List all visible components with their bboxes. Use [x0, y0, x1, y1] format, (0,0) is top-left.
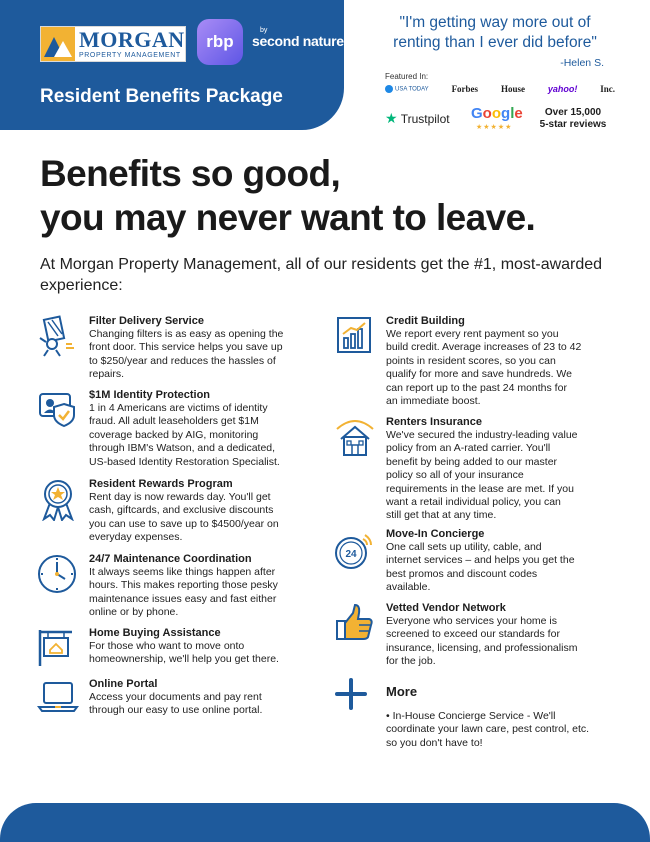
benefit-line: requirements in the lease are met. If you [386, 482, 574, 495]
benefit-title: Move-In Concierge [386, 528, 485, 540]
benefit-line: everyday expenses. [89, 531, 183, 544]
by-label: by [260, 27, 268, 34]
benefit-line: screened to exceed our standards for [386, 628, 560, 641]
benefit-line: an immediate boost. [386, 395, 481, 408]
benefit-line: best promos and discount codes [386, 567, 538, 580]
benefit-title: Online Portal [89, 678, 158, 690]
benefit-title: 24/7 Maintenance Coordination [89, 553, 252, 565]
benefit-line: cash, giftcards, and exclusive discounts [89, 504, 274, 517]
forbes-logo: Forbes [451, 84, 479, 94]
benefit-title: Resident Rewards Program [89, 478, 233, 490]
concierge-24-icon [333, 527, 377, 571]
benefit-line: Everyone who services your home is [386, 615, 557, 627]
benefit-line: Access your documents and pay rent [89, 691, 262, 703]
benefit-line: online or by phone. [89, 606, 179, 619]
benefit-line: through IBM's Watson, and a dedicated, [89, 442, 276, 455]
benefit-vendor-network [333, 601, 628, 671]
benefit-line: repairs. [89, 368, 125, 381]
thumbs-up-icon [333, 601, 377, 645]
benefit-line: 1 in 4 Americans are victims of identity [89, 402, 268, 414]
concierge-number: 24 [345, 549, 357, 560]
intro-text: At Morgan Property Management, all of our residents get the #1, most-awarded experience: [40, 256, 603, 294]
google-stars-icon: ★★★★★ [476, 124, 513, 131]
usa-today-logo: USA TODAY [385, 85, 429, 93]
trustpilot-star-icon: ★ [385, 110, 398, 126]
benefit-line: for the job. [386, 655, 436, 668]
logo-tagline: PROPERTY MANAGEMENT [79, 52, 181, 59]
filter-delivery-icon [36, 314, 80, 358]
benefit-line: One call sets up utility, cable, and [386, 541, 542, 553]
mountain-logo-icon [41, 27, 75, 61]
benefit-line: policy from an A-rated carrier. You'll [386, 442, 551, 455]
benefit-line: For those who want to move onto [89, 640, 245, 652]
home-sign-icon [36, 626, 80, 670]
benefit-line: front door. This service helps you save up [89, 341, 283, 354]
plus-icon [333, 676, 369, 712]
package-title: Resident Benefits Package [40, 86, 283, 107]
benefit-move-in-concierge [333, 527, 628, 597]
testimonial-quote: "I'm getting way more out of renting than I ever did before" [393, 14, 597, 51]
testimonial-author: -Helen S. [560, 57, 604, 69]
more-line: coordinate your lawn care, pest control, etc. [386, 723, 590, 736]
benefit-line: It always seems like things happen after [89, 566, 276, 578]
benefit-title: Home Buying Assistance [89, 627, 221, 639]
benefit-online-portal [36, 677, 326, 721]
more-line: so you don't have to! [386, 736, 483, 749]
trustpilot-logo: ★ Trustpilot [385, 110, 450, 126]
benefit-line: points in resident scores, so you can [386, 354, 556, 367]
partner-name: second nature [252, 33, 344, 49]
benefit-renters-insurance [333, 415, 628, 521]
benefit-identity-protection [36, 388, 326, 468]
benefit-title: $1M Identity Protection [89, 389, 211, 401]
benefit-line: coverage backed by AIG, monitoring [89, 428, 259, 441]
benefit-line: policy so all of your insurance [386, 469, 524, 482]
benefit-line: maintenance issues easy and fast either [89, 592, 277, 605]
benefit-line: Rent day is now rewards day. You'll get [89, 491, 271, 503]
house-logo: House [500, 84, 525, 94]
yahoo-logo: yahoo! [547, 84, 578, 94]
benefit-line: homeownership, we'll help you get there. [89, 653, 279, 666]
benefit-line: can report up to the past 24 months for [386, 381, 567, 394]
header-band [0, 0, 344, 130]
benefit-title: Vetted Vendor Network [386, 602, 506, 614]
more-title: More [386, 684, 418, 699]
rbp-logo: rbp [197, 19, 243, 65]
identity-shield-icon [36, 388, 80, 432]
benefit-line: US-based Identity Restoration Specialist. [89, 455, 280, 468]
benefit-title: Credit Building [386, 315, 465, 327]
benefit-line: hours. This makes reporting those pesky [89, 579, 278, 592]
inc-logo: Inc. [600, 84, 615, 94]
headline-line-2: you may never want to leave. [40, 197, 536, 238]
benefit-resident-rewards [36, 477, 326, 547]
benefit-line: you can use to save up to $4500/year on [89, 517, 279, 530]
benefit-line: through our easy to use online portal. [89, 704, 263, 717]
credit-chart-icon [333, 314, 377, 358]
benefit-title: Renters Insurance [386, 416, 482, 428]
featured-label: Featured In: [385, 72, 429, 81]
benefit-line: benefit by being added to our master [386, 455, 558, 468]
headline-line-1: Benefits so good, [40, 153, 341, 194]
press-logos [385, 84, 615, 94]
benefit-line: build credit. Average increases of 23 to 42 [386, 341, 582, 354]
benefit-line: qualify for more and save hundreds. We [386, 368, 572, 381]
rewards-ribbon-icon [36, 477, 80, 521]
benefit-line: Changing filters is as easy as opening the [89, 328, 284, 340]
laptop-icon [36, 677, 80, 721]
clock-icon [36, 552, 80, 596]
benefit-home-buying [36, 626, 326, 670]
benefit-line: want a retail individual policy, you can [386, 496, 561, 509]
more-line: • In-House Concierge Service - We'll [386, 710, 556, 722]
benefit-line: We've secured the industry-leading value [386, 429, 578, 441]
benefit-maintenance [36, 552, 326, 622]
headline [40, 152, 535, 240]
benefit-line: internet services – and helps you get the [386, 554, 575, 567]
benefit-line: We report every rent payment so you [386, 328, 559, 340]
benefit-line: to $250/year and reduces the hassles of [89, 354, 276, 367]
benefit-line: still get that at any time. [386, 509, 497, 522]
google-logo: Google [471, 105, 523, 122]
benefit-credit-building [333, 314, 628, 410]
benefit-filter-delivery [36, 314, 326, 384]
reviews-count: Over 15,000 5-star reviews [539, 107, 607, 130]
more-description [386, 710, 589, 750]
second-nature-logo [252, 27, 344, 48]
footer-band [0, 803, 650, 842]
logo-name: MORGAN [79, 27, 185, 52]
benefit-title: Filter Delivery Service [89, 315, 204, 327]
benefit-line: insurance, licensing, and professionalism [386, 641, 578, 654]
morgan-logo [40, 26, 186, 62]
insured-house-icon [333, 415, 377, 459]
benefit-line: available. [386, 581, 431, 594]
benefit-line: fraud. All adult leaseholders get $1M [89, 415, 259, 428]
ratings-row [385, 106, 615, 132]
